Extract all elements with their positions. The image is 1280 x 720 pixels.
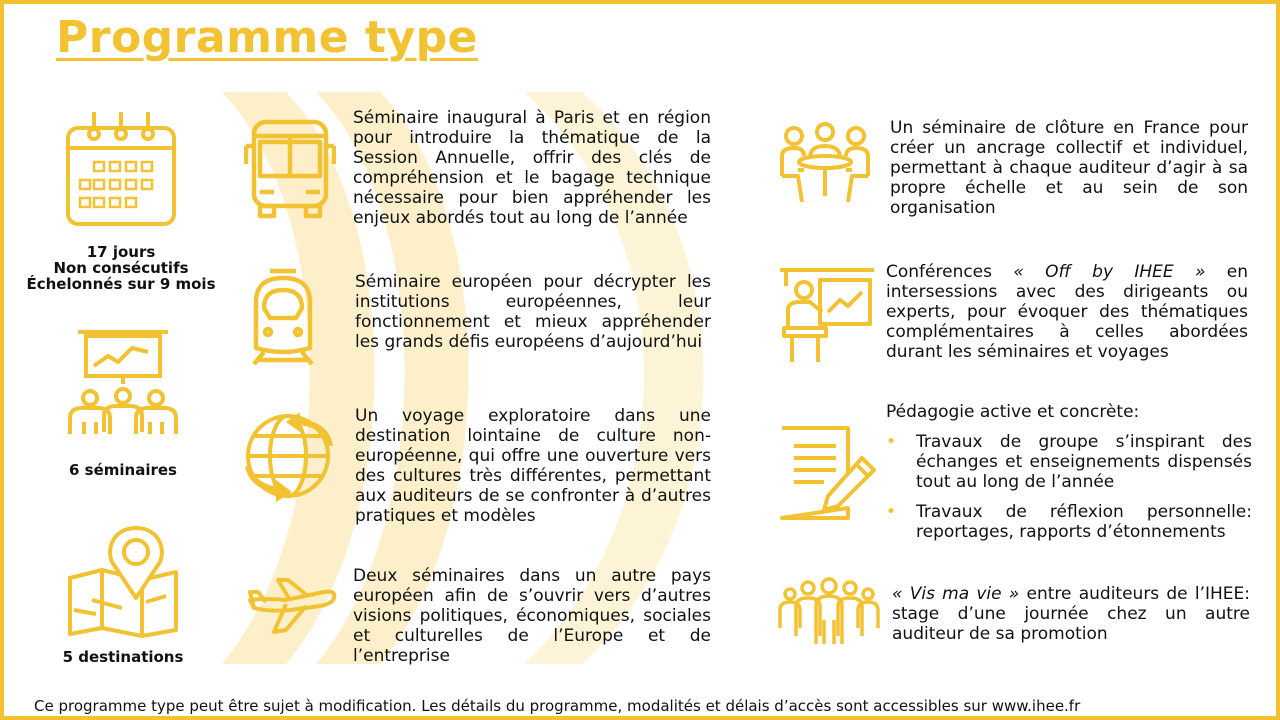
stat-days-line1: 17 jours bbox=[86, 243, 156, 261]
item-inaugural-text: Séminaire inaugural à Paris et en région pour introduire la thématique de la Session Annuelle, offrir des clés de compréhension et le bagage technique nécessaire pour bien appréhender les enjeux abordés tout au long de l’année bbox=[353, 108, 711, 228]
pedagogy-bullet-text-2: Travaux de réflexion personnelle: reportages, rapports d’étonnements bbox=[916, 502, 1252, 542]
airplane-icon bbox=[246, 574, 338, 636]
pedagogy-title: Pédagogie active et concrète: bbox=[886, 402, 1140, 422]
globe-arrows-icon bbox=[242, 410, 340, 504]
stat-days bbox=[26, 244, 216, 292]
stat-seminars bbox=[28, 462, 218, 478]
document-pencil-icon bbox=[778, 424, 880, 522]
page-title: Programme type bbox=[56, 12, 478, 63]
vis-ma-vie-suffix: entre auditeurs de l’IHEE: stage d’une journée chez un autre auditeur de sa promotion bbox=[892, 584, 1250, 644]
item-two-seminars-text: Deux séminaires dans un autre pays européen afin de s’ouvrir vers d’autres visions politiques, économiques, sociales et culturelles de l’Europe et de l’entreprise bbox=[353, 566, 711, 666]
list-item bbox=[886, 502, 1252, 542]
item-conferences-text bbox=[886, 262, 1248, 362]
item-closing-text: Un séminaire de clôture en France pour créer un ancrage collectif et individuel, permettant à chaque auditeur d’agir à sa propre échelle et au sein de son organisation bbox=[890, 118, 1248, 218]
item-vis-ma-vie-text bbox=[892, 584, 1250, 644]
group-people-icon bbox=[778, 576, 880, 648]
item-european-text: Séminaire européen pour décrypter les institutions européennes, leur fonctionnement et mieux appréhender les grands défis européens d’aujourd’hui bbox=[355, 272, 711, 352]
conferences-italic: « Off by IHEE » bbox=[1013, 262, 1206, 282]
stat-days-line3: Échelonnés sur 9 mois bbox=[26, 275, 216, 293]
item-voyage-text: Un voyage exploratoire dans une destination lointaine de culture non-européenne, qui offre une ouverture vers des cultures très différentes, permettant aux auditeurs de se confronter à d’autres pratiques et modèles bbox=[355, 406, 711, 526]
stat-days-line2: Non consécutifs bbox=[53, 259, 189, 277]
conferences-suffix: en intersessions avec des dirigeants ou experts, pour évoquer des thématiques complémentaires à celles abordées durant les séminaires et voyages bbox=[886, 262, 1249, 362]
pedagogy-bullet-text-1: Travaux de groupe s’inspirant des échanges et enseignements dispensés tout au long de l’année bbox=[916, 432, 1252, 492]
stat-destinations bbox=[28, 649, 218, 665]
calendar-icon bbox=[64, 108, 180, 230]
bullet-icon: • bbox=[886, 432, 897, 452]
pedagogy-bullet-list bbox=[886, 432, 1252, 552]
presentation-audience-icon bbox=[64, 326, 182, 438]
list-item bbox=[886, 432, 1252, 492]
train-icon bbox=[250, 268, 316, 366]
bus-icon bbox=[244, 118, 336, 220]
stat-seminars-line1: 6 séminaires bbox=[69, 461, 177, 479]
meeting-table-icon bbox=[778, 122, 872, 208]
conferences-prefix: Conférences bbox=[886, 262, 1014, 282]
vis-ma-vie-italic: « Vis ma vie » bbox=[892, 584, 1020, 604]
stat-destinations-line1: 5 destinations bbox=[62, 648, 184, 666]
speaker-board-icon bbox=[778, 266, 876, 364]
bullet-icon: • bbox=[886, 502, 897, 522]
map-pin-icon bbox=[62, 520, 186, 638]
footer-disclaimer: Ce programme type peut être sujet à modification. Les détails du programme, modalités et délais d’accès sont accessibles sur www.ihee.fr bbox=[34, 697, 1081, 715]
